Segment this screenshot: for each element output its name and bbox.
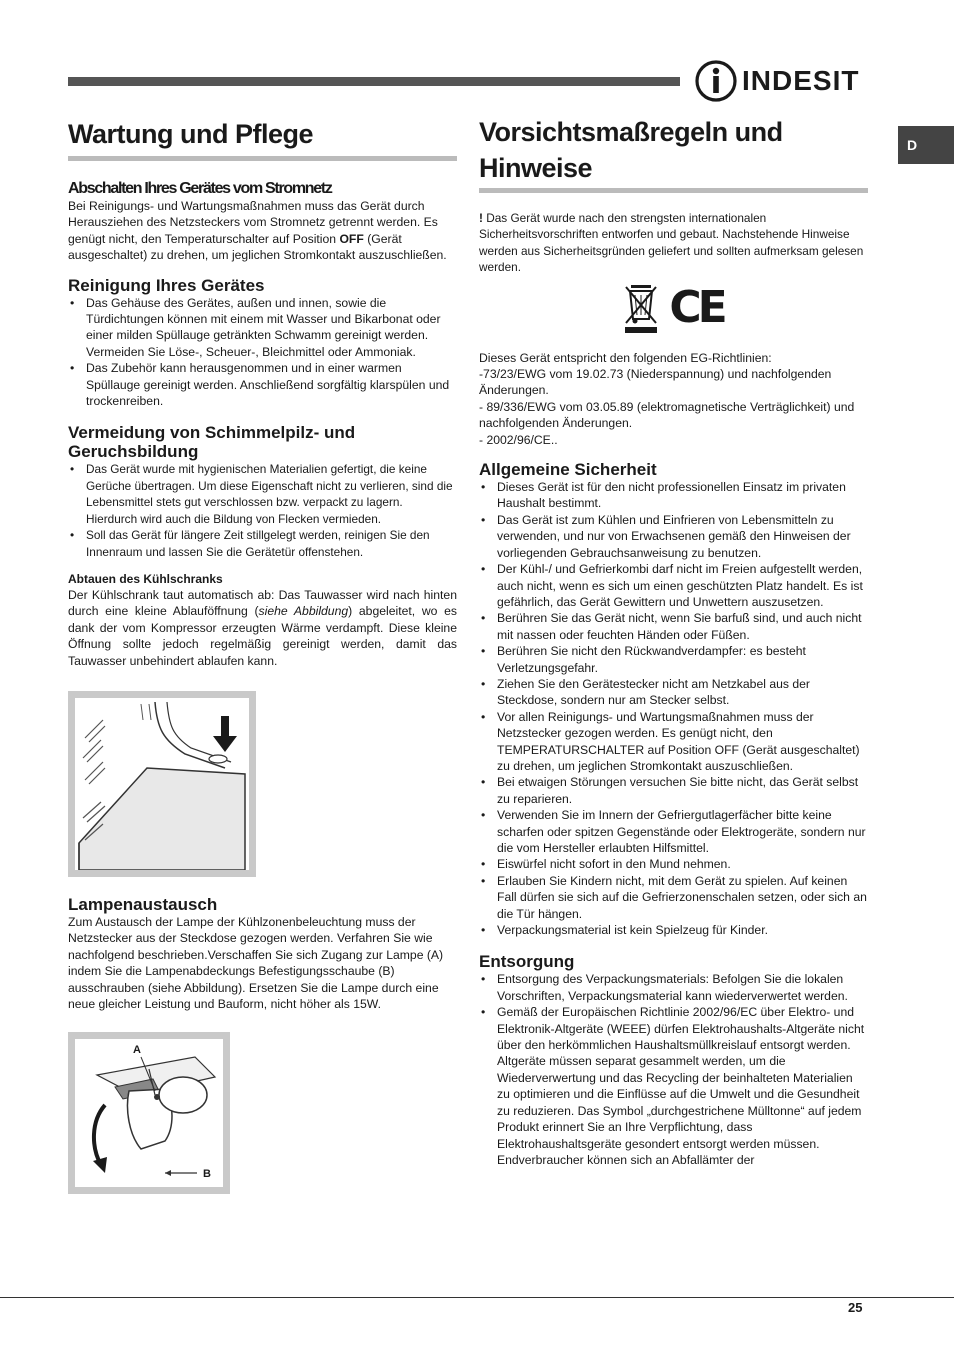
section-heading: Allgemeine Sicherheit <box>479 460 657 480</box>
directive-line: -73/23/EWG vom 19.02.73 (Niederspannung) und nachfolgenden Änderungen. <box>479 367 832 398</box>
right-column <box>479 114 868 1168</box>
section-heading: Lampenaustausch <box>68 894 218 914</box>
list-item: • Erlauben Sie Kindern nicht, mit dem Gerät zu spielen. Auf keinen Fall dürfen sie sich auf die Gefrierzonenschalen setzen, oder sich an die Tür hängen. <box>479 873 868 922</box>
lamp-illustration <box>75 1039 223 1187</box>
page-title-right: Vorsichtsmaßregeln und Hinweise <box>479 117 783 183</box>
safety-list <box>479 479 868 938</box>
footer-rule <box>0 1297 954 1298</box>
left-column <box>68 114 457 1194</box>
section-heading: Abschalten Ihres Gerätes vom Stromnetz <box>68 180 332 197</box>
figure-label-b: B <box>203 1168 211 1181</box>
list-item: • Verwenden Sie im Innern der Gefriergutlagerfächer bitte keine scharfen oder spitzen Gegenstände oder Elektrogeräte, sondern nur die vom Hersteller erlaubten Hilfsmittel. <box>479 807 868 856</box>
directive-line: - 2002/96/CE.. <box>479 432 558 447</box>
list-item: • Berühren Sie nicht den Rückwandverdampfer: es besteht Verletzungsgefahr. <box>479 643 868 676</box>
list-item: • Das Zubehör kann herausgenommen und in einer warmen Spüllauge gereinigt werden. Anschließend sorgfältig klarspülen und trockenreiben. <box>68 360 457 409</box>
section-heading: Reinigung Ihres Gerätes <box>68 275 265 295</box>
section-text: Zum Austausch der Lampe der Kühlzonenbeleuchtung muss der Netzstecker aus der Steckdose gezogen werden. Verfahren Sie wie nachfolgend beschrieben.Verschaffen Sie sich Zugang zur Lampe (A) indem Sie die Lampenabdeckungs Befestigungsschaube (B) ausschrauben (siehe Abbildung). Ersetzen Sie die Lampe durch eine neue gleicher Leistung und Bauform, nicht höher als 15W. <box>68 914 444 1011</box>
header-rule <box>68 77 680 86</box>
defrost-drain-figure <box>68 691 256 877</box>
weee-bin-icon <box>623 281 659 335</box>
list-item: • Soll das Gerät für längere Zeit stillgelegt werden, reinigen Sie den Innenraum und lassen Sie die Gerätetür offenstehen. <box>68 527 457 560</box>
page-number: 25 <box>848 1300 863 1315</box>
list-item: • Das Gerät wurde mit hygienischen Materialien gefertigt, die keine Gerüche übertragen. Um diese Eigenschaft nicht zu verlieren, sind die Lebensmittel stets gut verschlossen bzw. verpackt zu lagern. Hierdurch wird auch die Bildung von Flecken vermieden. <box>68 461 457 527</box>
page-title-left: Wartung und Pflege <box>68 119 313 149</box>
lamp-replacement-figure <box>68 1032 230 1194</box>
list-item: • Verpackungsmaterial ist kein Spielzeug für Kinder. <box>479 922 868 938</box>
indesit-emblem-icon <box>694 59 738 103</box>
list-item: • Das Gehäuse des Gerätes, außen und innen, sowie die Türdichtungen können mit einem mit Wasser und Bikarbonat oder einer milden Spüllauge getränkten Schwamm gereinigt werden. Vermeiden Sie Löse-, Scheuer-, Bleichmittel oder Ammoniak. <box>68 295 457 361</box>
warning-mark: ! <box>479 211 483 225</box>
list-item: • Das Gerät ist zum Kühlen und Einfrieren von Lebensmitteln zu verwenden, und nur von Erwachsenen gemäß den Hinweisen der vorliegenden Gebrauchsanweisung zu benutzen. <box>479 512 868 561</box>
figure-label-a: A <box>133 1044 141 1057</box>
directive-line: - 89/336/EWG vom 03.05.89 (elektromagnetische Verträglichkeit) und nachfolgenden Änderungen. <box>479 399 855 431</box>
list-item: • Entsorgung des Verpackungsmaterials: Befolgen Sie die lokalen Vorschriften, Verpackungsmaterial kann wiederverwertet werden. <box>479 971 868 1004</box>
list-item: • Gemäß der Europäischen Richtlinie 2002/96/EC über Elektro- und Elektronik-Altgeräte (WEEE) dürfen Elektrohaushalts-Altgeräte nicht über den herkömmlichen Haushaltsmüllkreislauf entsorgt werden. Altgeräte müssen separat gesammelt werden, um die Wiederverwertung und das Recycling der beinhalteten Materialien zu optimieren und die Einflüsse auf die Umwelt und die Gesundheit zu reduzieren. Das Symbol „durchgestrichene Mülltonne“ auf jedem Produkt erinnert Sie an Ihre Verpflichtung, dass Elektrohaushaltsgeräte gesondert entsorgt werden müssen. Endverbraucher können sich an Abfallämter der <box>479 1004 868 1168</box>
section-text: Der Kühlschrank taut automatisch ab: Das Tauwasser wird nach hinten durch eine kleine Ablauföffnung (siehe Abbildung) abgeleitet, wo es dank der vom Kompressor erzeugten Wärme verdampft. Diese kleine Öffnung sollte jedoch regelmäßig gereinigt werden, damit das Tauwasser unbehindert ablaufen kann. <box>68 587 457 668</box>
disposal-list <box>479 971 868 1168</box>
list-item: • Dieses Gerät ist für den nicht professionellen Einsatz im privaten Haushalt bestimmt. <box>479 479 868 512</box>
list-item: • Bei etwaigen Störungen versuchen Sie bitte nicht, das Gerät selbst zu reparieren. <box>479 774 868 807</box>
section-text: Bei Reinigungs- und Wartungsmaßnahmen muss das Gerät durch Herausziehen des Netzsteckers vom Stromnetz getrennt werden. Es genügt nicht, den Temperaturschalter auf Position OFF (Gerät ausgeschaltet) zu drehen, um jeglichen Stromkontakt auszuschließen. <box>68 199 447 263</box>
list-item: • Vor allen Reinigungs- und Wartungsmaßnahmen muss der Netzstecker gezogen werden. Es genügt nicht, den TEMPERATURSCHALTER auf Position OFF (Gerät ausgeschaltet) zu drehen, um jeglichen Stromkontakt auszuschließen. <box>479 709 868 775</box>
brand-name: INDESIT <box>742 65 860 96</box>
section-heading: Abtauen des Kühlschranks <box>68 571 223 586</box>
brand-logo <box>694 58 869 104</box>
language-tab[interactable]: D <box>898 126 954 164</box>
directive-line: Dieses Gerät entspricht den folgenden EG-Richtlinien: <box>479 350 772 365</box>
list-item: • Ziehen Sie den Gerätestecker nicht am Netzkabel aus der Steckdose, sondern nur am Stecker selbst. <box>479 676 868 709</box>
list-item: • Der Kühl-/ und Gefrierkombi darf nicht im Freien aufgestellt werden, auch nicht, wenn es sich um einen geschützten Platz handelt. Es ist gefährlich, das Gerät Gewittern und Unwettern auszusetzen. <box>479 561 868 610</box>
list-item: • Eiswürfel nicht sofort in den Mund nehmen. <box>479 856 868 872</box>
section-heading: Vermeidung von Schimmelpilz- und Geruchsbildung <box>68 423 356 462</box>
section-heading: Entsorgung <box>479 952 575 972</box>
ce-mark-icon: CE <box>669 281 724 333</box>
bullet-list <box>68 295 457 410</box>
defrost-illustration <box>75 698 249 870</box>
bullet-list <box>68 461 457 559</box>
list-item: • Berühren Sie das Gerät nicht, wenn Sie barfuß sind, und auch nicht mit nassen oder feuchten Händen oder Füßen. <box>479 610 868 643</box>
intro-text: ! Das Gerät wurde nach den strengsten internationalen Sicherheitsvorschriften entworfen und gebaut. Nachstehende Hinweise werden aus Sicherheitsgründen geliefert und sollten aufmerksam gelesen werden. <box>479 211 864 275</box>
compliance-symbols <box>479 280 868 336</box>
